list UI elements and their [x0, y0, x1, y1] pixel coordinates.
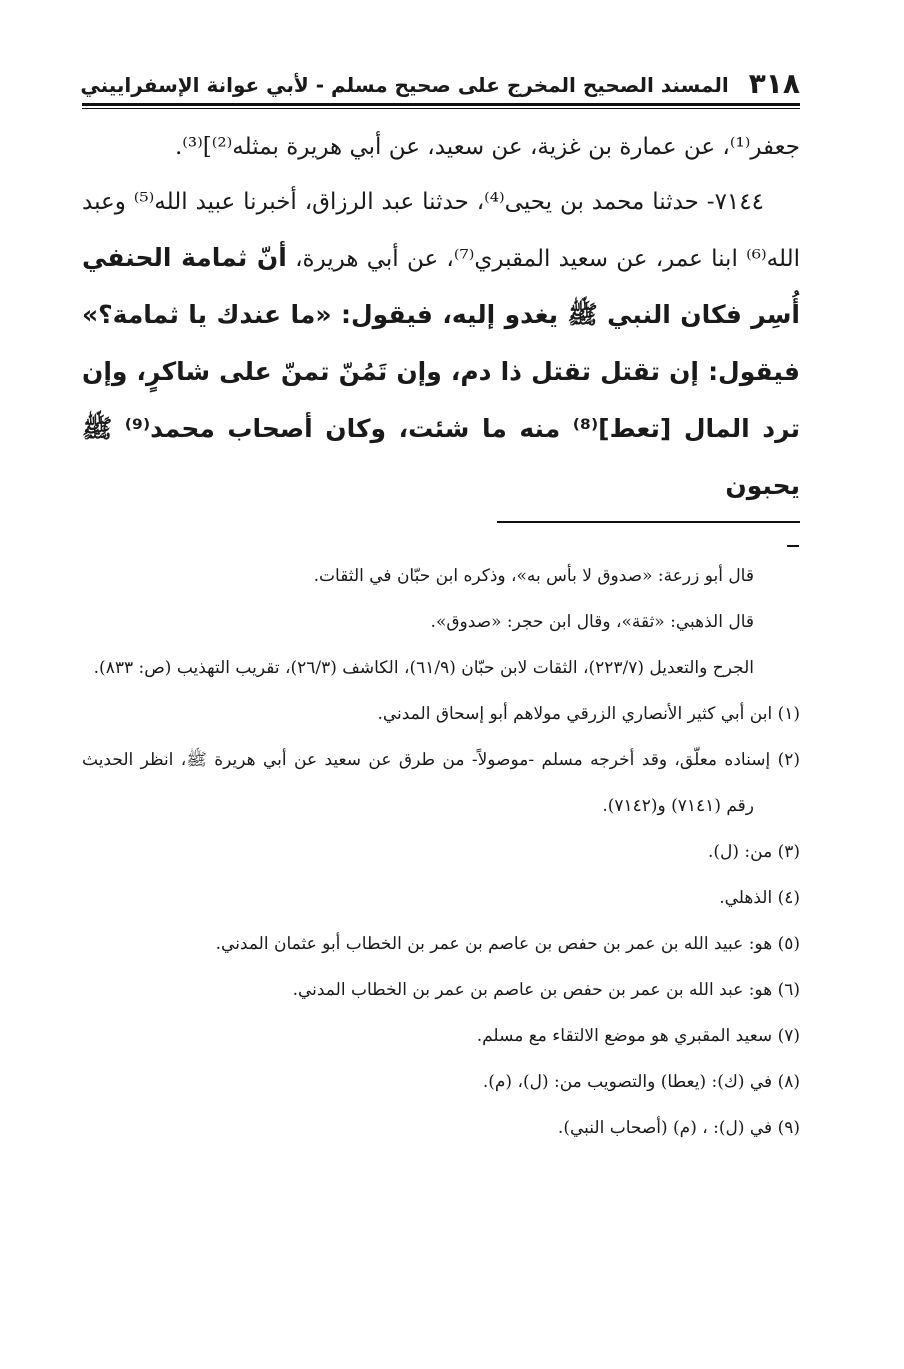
footnote-continuation: قال الذهبي: «ثقة»، وقال ابن حجر: «صدوق». — [430, 612, 754, 632]
footnote-5: (٥) هو: عبيد الله بن عمر بن حفص بن عاصم بن عمر بن الخطاب أبو عثمان المدني. — [215, 934, 800, 954]
hadith-paragraph — [82, 175, 800, 515]
footnote-8: (٨) في (ك): (يعطا) والتصويب من: (ل)، (م). — [482, 1072, 800, 1092]
book-title: المسند الصحيح المخرج على صحيح مسلم - لأبي عوانة الإسفراييني — [80, 73, 729, 97]
footnote-separator — [497, 521, 800, 523]
page-number: ٣١٨ — [748, 67, 800, 100]
footnote-continuation: قال أبو زرعة: «صدوق لا بأس به»، وذكره ابن حبّان في الثقات. — [313, 566, 754, 586]
matn-text: أنّ ثمامة الحنفي أُسِر فكان النبي ﷺ يغدو إليه، فيقول: «ما عندك يا ثمامة؟» فيقول: إن تقتل تقتل ذا دم، وإن تَمُنّ تمنّ على شاكرٍ، وإن ترد المال [تعط]⁽⁸⁾ منه ما شئت، وكان أصحاب محمد⁽⁹⁾ ﷺ يحبون — [82, 243, 801, 500]
footnote-7: (٧) سعيد المقبري هو موضع الالتقاء مع مسلم. — [476, 1026, 800, 1046]
footnote-2: (٢) إسناده معلّق، وقد أخرجه مسلم -موصولاً- من طرق عن سعيد عن أبي هريرة ﷺ، انظر الحديث رقم (٧١٤١) و(٧١٤٢). — [82, 750, 800, 816]
footnote-3: (٣) من: (ل). — [707, 842, 800, 862]
main-text — [82, 120, 800, 515]
isnad-text: ٧١٤٤- حدثنا محمد بن يحيى⁽⁴⁾، حدثنا عبد الرزاق، أخبرنا عبيد الله⁽⁵⁾ وعبد الله⁽⁶⁾ ابنا عمر، عن سعيد المقبري⁽⁷⁾، عن أبي هريرة، — [82, 189, 800, 272]
footnote-continuation: الجرح والتعديل (٢٢٣/٧)، الثقات لابن حبّان (٦١/٩)، الكاشف (٢٦/٣)، تقريب التهذيب (ص: ٨٣٣). — [93, 658, 754, 678]
footnote-9: (٩) في (ل): ، (م) (أصحاب النبي). — [557, 1118, 800, 1138]
footnote-6: (٦) هو: عبد الله بن عمر بن حفص بن عاصم بن عمر بن الخطاب المدني. — [292, 980, 800, 1000]
text-line-continuation: جعفر⁽¹⁾، عن عمارة بن غزية، عن سعيد، عن أبي هريرة بمثله⁽²⁾]⁽³⁾. — [174, 134, 800, 160]
footnote-1: (١) ابن أبي كثير الأنصاري الزرقي مولاهم أبو إسحاق المدني. — [377, 704, 800, 724]
running-header — [82, 62, 800, 102]
header-rule-thick — [82, 103, 800, 106]
footnotes — [82, 553, 800, 1151]
header-rule-thin — [82, 108, 800, 109]
continuation-dash — [787, 545, 799, 547]
footnote-4: (٤) الذهلي. — [719, 888, 800, 908]
